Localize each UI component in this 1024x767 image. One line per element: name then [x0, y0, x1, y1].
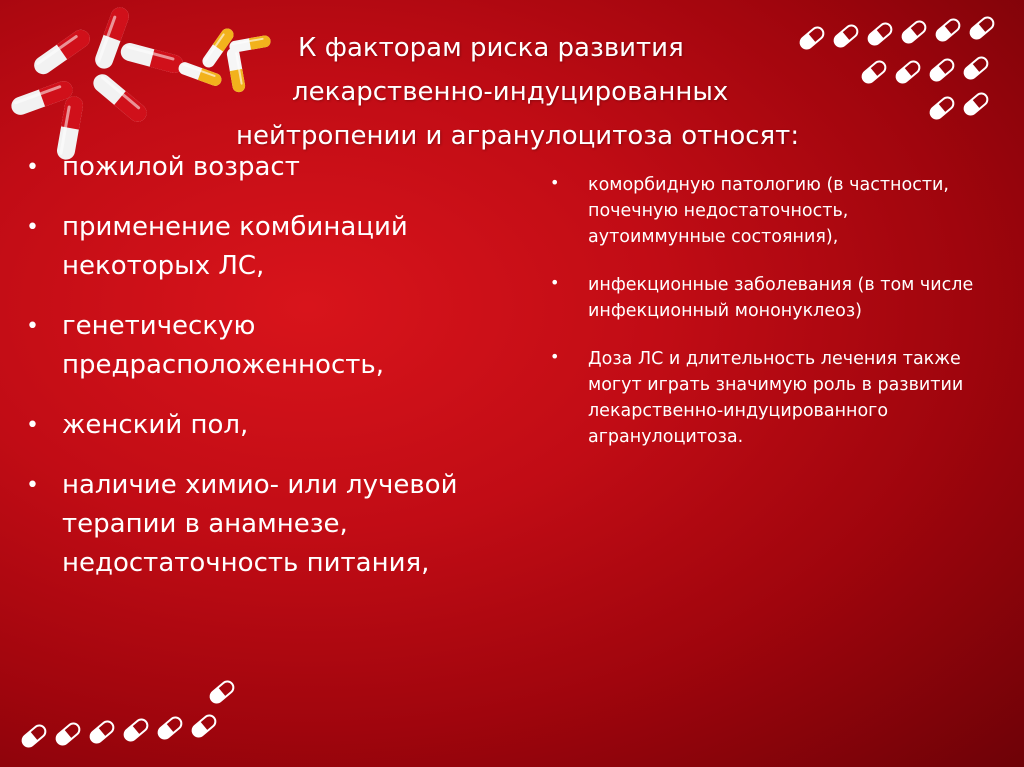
- bullet-icon: •: [550, 173, 560, 192]
- title-line: нейтропении и агранулоцитоза относят:: [236, 121, 800, 151]
- list-item: • женский пол,: [22, 406, 502, 445]
- bullet-icon: •: [26, 314, 39, 339]
- list-item: • наличие химио- или лучевой терапии в анамнезе, недостаточность питания,: [22, 466, 502, 583]
- list-item: • применение комбинаций некоторых ЛС,: [22, 208, 502, 286]
- bullet-icon: •: [550, 273, 560, 292]
- capsules-cluster-icon: [9, 5, 185, 161]
- list-item: • инфекционные заболевания (в том числе инфекционный мононуклеоз): [548, 272, 988, 324]
- title-line: лекарственно-индуцированных: [292, 77, 729, 107]
- list-item: • коморбидную патологию (в частности, почечную недостаточность, аутоиммунные состояния),: [548, 172, 988, 250]
- pill-row-icon: [20, 679, 236, 749]
- bullet-icon: •: [26, 413, 39, 438]
- list-item: • генетическую предрасположенность,: [22, 307, 502, 385]
- right-bullet-list: [548, 172, 988, 472]
- title-line: К факторам риска развития: [298, 33, 684, 63]
- list-item: • пожилой возраст: [22, 148, 502, 187]
- bullet-icon: •: [26, 473, 39, 498]
- slide-title: [220, 26, 840, 158]
- bullet-icon: •: [26, 155, 39, 180]
- bullet-icon: •: [550, 347, 560, 366]
- left-bullet-list: [22, 148, 502, 604]
- list-item: • Доза ЛС и длительность лечения также могут играть значимую роль в развитии лекарственно-индуцированного агранулоцитоза.: [548, 346, 988, 450]
- bullet-icon: •: [26, 215, 39, 240]
